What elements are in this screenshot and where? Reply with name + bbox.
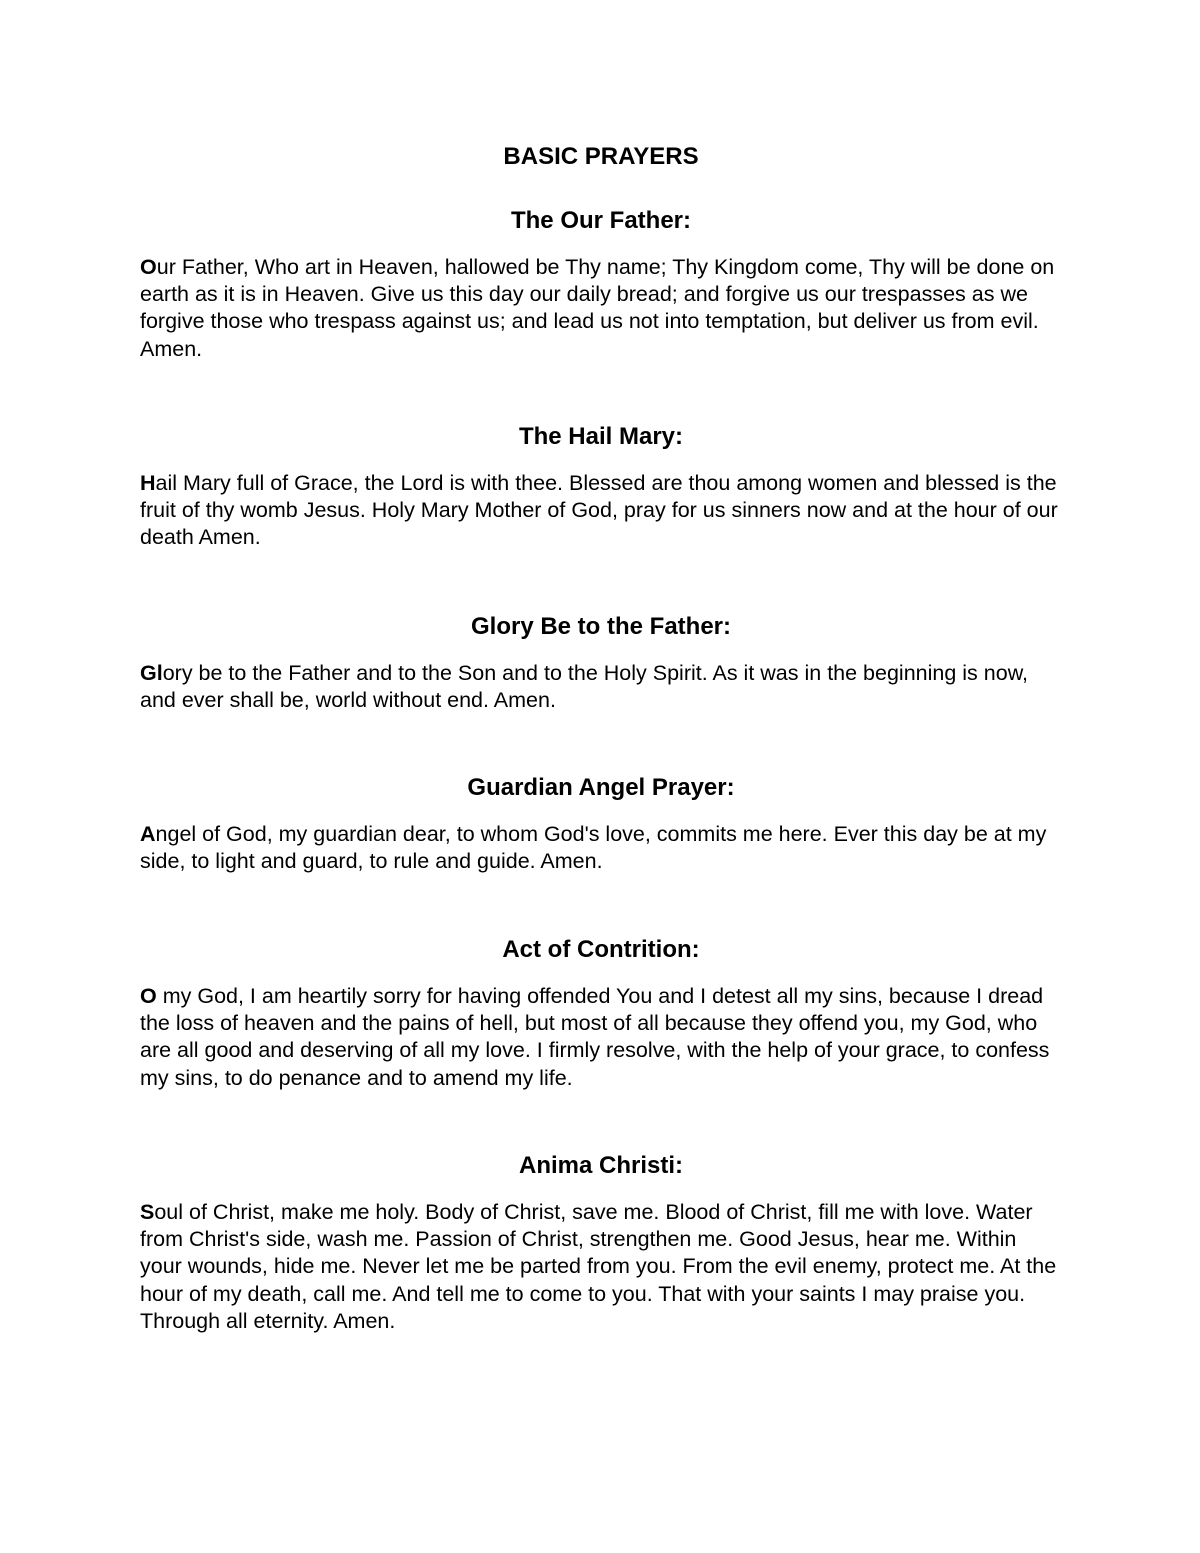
document-page [140, 0, 1062, 1553]
drop-initial: O [140, 255, 157, 279]
drop-initial: Gl [140, 661, 163, 685]
section-guardian-angel [140, 773, 1062, 875]
prayer-text [140, 660, 1062, 714]
prayer-text [140, 1199, 1062, 1335]
prayer-body: ur Father, Who art in Heaven, hallowed be Thy name; Thy Kingdom come, Thy will be done on earth as it is in Heaven. Give us this day our daily bread; and forgive us our trespasses as we forgive those who trespass against us; and lead us not into temptation, but deliver us from evil. Amen. [140, 255, 1055, 361]
prayer-text [140, 254, 1062, 363]
section-hail-mary [140, 422, 1062, 552]
section-heading: Act of Contrition: [502, 936, 700, 963]
section-glory-be [140, 612, 1062, 714]
prayer-body: ngel of God, my guardian dear, to whom God's love, commits me here. Ever this day be at my side, to light and guard, to rule and guide. Amen. [140, 822, 1047, 874]
section-anima-christi [140, 1151, 1062, 1335]
section-heading: The Our Father: [510, 207, 691, 234]
prayer-body: ail Mary full of Grace, the Lord is with thee. Blessed are thou among women and blessed is the fruit of thy womb Jesus. Holy Mary Mother of God, pray for us sinners now and at the hour of our death Amen. [140, 471, 1058, 550]
section-our-father [140, 206, 1062, 363]
section-act-of-contrition [140, 935, 1062, 1092]
document-title: BASIC PRAYERS [503, 143, 699, 170]
prayer-body: oul of Christ, make me holy. Body of Christ, save me. Blood of Christ, fill me with love. Water from Christ's side, wash me. Passion of Christ, strengthen me. Good Jesus, hear me. Within your wounds, hide me. Never let me be parted from you. From the evil enemy, protect me. At the hour of my death, call me. And tell me to come to you. That with your saints I may praise you. Through all eternity. Amen. [140, 1200, 1057, 1333]
prayer-body: my God, I am heartily sorry for having offended You and I detest all my sins, because I dread the loss of heaven and the pains of hell, but most of all because they offend you, my God, who are all good and deserving of all my love. I firmly resolve, with the help of your grace, to confess my sins, to do penance and to amend my life. [140, 984, 1050, 1090]
drop-initial: S [140, 1200, 155, 1224]
prayer-text [140, 470, 1062, 552]
prayer-body: ory be to the Father and to the Son and to the Holy Spirit. As it was in the beginning is now, and ever shall be, world without end. Amen. [140, 661, 1029, 713]
prayer-text [140, 821, 1062, 875]
section-heading: Glory Be to the Father: [470, 613, 732, 640]
prayer-text [140, 983, 1062, 1092]
drop-initial: H [140, 471, 156, 495]
drop-initial: O [140, 984, 157, 1008]
section-heading: Guardian Angel Prayer: [467, 774, 735, 801]
drop-initial: A [140, 822, 156, 846]
section-heading: The Hail Mary: [518, 423, 684, 450]
section-heading: Anima Christi: [518, 1152, 683, 1179]
